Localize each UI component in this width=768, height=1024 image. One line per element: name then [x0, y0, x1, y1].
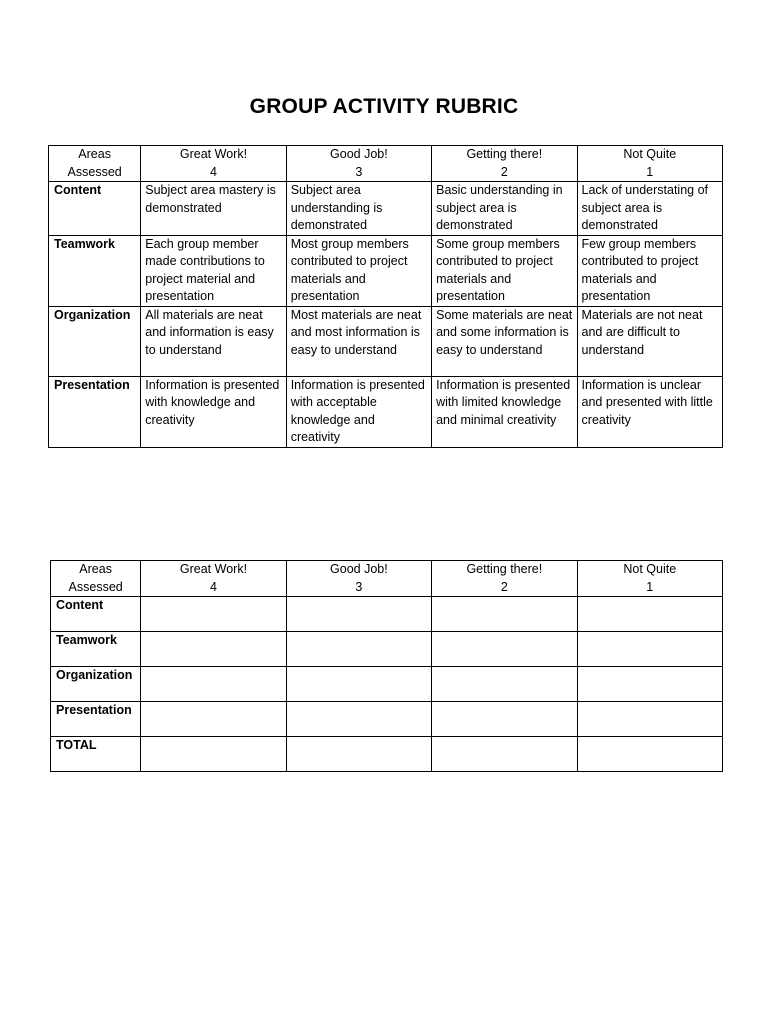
rubric-row-content [49, 182, 723, 236]
score-row-presentation [51, 702, 723, 737]
score-row-teamwork [51, 632, 723, 667]
level-label: Great Work! [179, 147, 248, 161]
score-sheet-table [50, 560, 723, 772]
level-label: Good Job! [330, 562, 388, 576]
score-cell[interactable] [286, 737, 431, 772]
level-label: Getting there! [466, 562, 543, 576]
area-label: Content [49, 182, 141, 236]
rubric-cell: Most materials are neat and most information is easy to understand [286, 306, 431, 376]
rubric-cell: Information is presented with acceptable knowledge and creativity [286, 376, 431, 447]
level-label: Not Quite [623, 562, 677, 576]
rubric-cell: Information is unclear and presented with little creativity [577, 376, 722, 447]
rubric-cell: Lack of understating of subject area is demonstrated [577, 182, 722, 236]
level-score: 2 [500, 579, 508, 594]
level-header-getting-there [432, 146, 577, 182]
level-header-not-quite [577, 561, 722, 597]
score-row-total [51, 737, 723, 772]
score-cell[interactable] [432, 702, 577, 737]
rubric-cell: Information is presented with limited knowledge and minimal creativity [432, 376, 577, 447]
score-cell[interactable] [577, 632, 722, 667]
score-cell[interactable] [286, 632, 431, 667]
rubric-cell: Some group members contributed to project materials and presentation [432, 235, 577, 306]
level-label: Great Work! [179, 562, 248, 576]
level-label: Good Job! [330, 147, 388, 161]
level-header-not-quite [577, 146, 722, 182]
areas-header-line2: Assessed [67, 164, 122, 179]
score-cell[interactable] [141, 702, 286, 737]
area-label: Teamwork [51, 632, 141, 667]
score-cell[interactable] [286, 702, 431, 737]
level-header-good-job [286, 146, 431, 182]
score-cell[interactable] [577, 737, 722, 772]
score-cell[interactable] [432, 737, 577, 772]
score-row-content [51, 597, 723, 632]
rubric-row-organization [49, 306, 723, 376]
rubric-cell: Information is presented with knowledge and creativity [141, 376, 286, 447]
score-cell[interactable] [286, 667, 431, 702]
page-title: GROUP ACTIVITY RUBRIC [249, 95, 519, 118]
rubric-cell: Each group member made contributions to project material and presentation [141, 235, 286, 306]
level-label: Getting there! [466, 147, 543, 161]
areas-header-line1: Areas [78, 147, 111, 161]
rubric-row-teamwork [49, 235, 723, 306]
area-label: Content [51, 597, 141, 632]
areas-assessed-header [51, 561, 141, 597]
rubric-cell: All materials are neat and information is easy to understand [141, 306, 286, 376]
score-cell[interactable] [432, 667, 577, 702]
score-cell[interactable] [432, 632, 577, 667]
level-score: 1 [646, 579, 654, 594]
score-cell[interactable] [577, 702, 722, 737]
score-cell[interactable] [141, 667, 286, 702]
level-header-getting-there [432, 561, 577, 597]
score-cell[interactable] [286, 597, 431, 632]
level-score: 3 [355, 579, 363, 594]
area-label: Teamwork [49, 235, 141, 306]
score-cell[interactable] [141, 632, 286, 667]
area-label: Presentation [49, 376, 141, 447]
level-header-great-work [141, 561, 286, 597]
rubric-cell: Subject area mastery is demonstrated [141, 182, 286, 236]
level-score: 3 [355, 164, 363, 179]
rubric-cell: Some materials are neat and some information is easy to understand [432, 306, 577, 376]
level-header-great-work [141, 146, 286, 182]
total-label: TOTAL [51, 737, 141, 772]
rubric-cell: Most group members contributed to project materials and presentation [286, 235, 431, 306]
areas-assessed-header [49, 146, 141, 182]
area-label: Presentation [51, 702, 141, 737]
level-score: 4 [210, 164, 217, 179]
rubric-header-row [49, 146, 723, 182]
rubric-cell: Subject area understanding is demonstrated [286, 182, 431, 236]
level-header-good-job [286, 561, 431, 597]
level-label: Not Quite [623, 147, 677, 161]
score-cell[interactable] [141, 597, 286, 632]
areas-header-line1: Areas [79, 562, 112, 576]
score-cell[interactable] [141, 737, 286, 772]
rubric-cell: Basic understanding in subject area is demonstrated [432, 182, 577, 236]
area-label: Organization [49, 306, 141, 376]
level-score: 1 [646, 164, 654, 179]
score-cell[interactable] [432, 597, 577, 632]
score-cell[interactable] [577, 597, 722, 632]
score-row-organization [51, 667, 723, 702]
rubric-row-presentation [49, 376, 723, 447]
areas-header-line2: Assessed [68, 579, 123, 594]
score-header-row [51, 561, 723, 597]
area-label: Organization [51, 667, 141, 702]
level-score: 4 [210, 579, 217, 594]
rubric-cell: Materials are not neat and are difficult to understand [577, 306, 722, 376]
rubric-table [48, 145, 723, 448]
level-score: 2 [500, 164, 508, 179]
rubric-cell: Few group members contributed to project materials and presentation [577, 235, 722, 306]
score-cell[interactable] [577, 667, 722, 702]
